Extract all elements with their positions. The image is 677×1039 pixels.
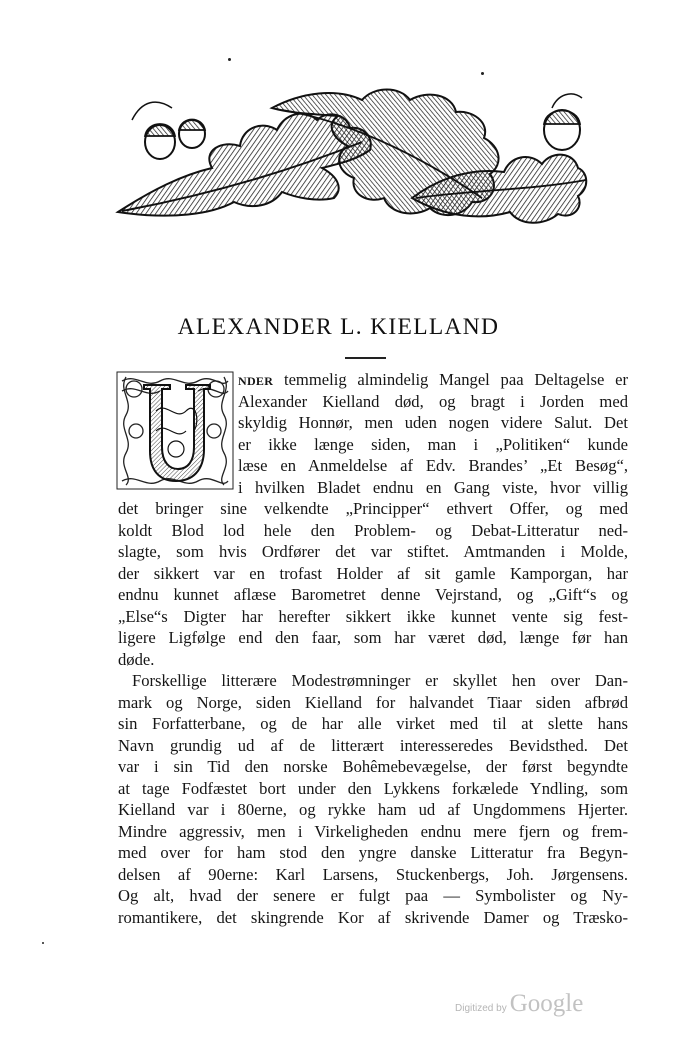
text-line: „Else“s Digter har herefter sikkert ikke kunnet vente sig fest-: [118, 606, 628, 626]
text-line: ligere Ligfølge end den faar, som har været død, længe før han: [118, 628, 628, 647]
google-watermark: [455, 990, 583, 1018]
text-line: koldt Blod lod hele den Problem- og Debat-Litteratur ned-: [118, 520, 628, 540]
ink-speck: [481, 72, 484, 75]
text-line: skyldig Honnør, men uden nogen videre Salut. Det: [238, 413, 628, 432]
text-line: det bringer sine velkendte „Principper“ ethvert Offer, og med: [118, 499, 628, 518]
text-line: Mindre aggressiv, men i Virkeligheden endnu mere fjern og frem-: [118, 821, 628, 841]
text-line: Alexander Kielland død, og bragt i Jorden med: [238, 391, 628, 411]
text-line: døde.: [118, 649, 155, 669]
text-line: delsen af 90erne: Karl Larsens, Stuckenbergs, Joh. Jørgensens.: [118, 864, 628, 884]
chapter-title: ALEXANDER L. KIELLAND: [177, 314, 500, 340]
article-body: [118, 369, 628, 928]
oak-leaf-ornament: [112, 80, 590, 230]
ink-speck: [42, 942, 44, 944]
text-line: der sikkert var en trofast Holder af sit gamle Kamporgan, har: [118, 563, 628, 583]
watermark-prefix: Digitized by: [455, 1003, 507, 1014]
ink-speck: [228, 58, 231, 61]
title-divider: [345, 357, 386, 359]
text-line: er ikke længe siden, man i „Politiken“ kunde: [238, 434, 628, 454]
text-line: romantikere, det skingrende Kor af skrivende Damer og Træsko-: [118, 907, 628, 927]
text-line: i hvilken Bladet endnu en Gang viste, hvor villig: [238, 477, 628, 497]
lead-word: nder: [238, 370, 274, 389]
text-line: Og alt, hvad der senere er fulgt paa — Symbolister og Ny-: [118, 886, 628, 905]
text-line: med over for ham stod den yngre danske Litteratur fra Begyn-: [118, 843, 628, 862]
text-line: mark og Norge, siden Kielland for halvandet Tiaar siden afbrød: [118, 692, 628, 712]
text-line: Kielland var i 80erne, og rykke ham ud af Ungdommens Hjerter.: [118, 800, 628, 819]
text-line: Navn grundig ud af de litterært interesseredes Bevidsthed. Det: [118, 735, 628, 755]
text-line: nder temmelig almindelig Mangel paa Deltagelse er: [238, 370, 628, 389]
text-line: sin Forfatterbane, og de har alle virket med til at slette hans: [118, 714, 628, 733]
text-line: endnu kunnet aflæse Barometret denne Vejrstand, og „Gift“s og: [118, 585, 628, 604]
watermark-brand: Google: [509, 990, 584, 1017]
text-line: var i sin Tid den norske Bohêmebevægelse, der først begyndte: [118, 757, 628, 776]
left-acorns: [132, 102, 205, 159]
text-line: læse en Anmeldelse af Edv. Brandes’ „Et Besøg“,: [238, 456, 628, 475]
right-acorn: [544, 94, 582, 150]
text-line: at tage Fodfæstet bort under den Lykkens forkælede Yndling, som: [118, 778, 628, 798]
text-line: Forskellige litterære Modestrømninger er skyllet hen over Dan-: [132, 671, 628, 690]
text-line: slagte, som hvis Ordfører det var stiftet. Amtmanden i Molde,: [118, 542, 628, 561]
